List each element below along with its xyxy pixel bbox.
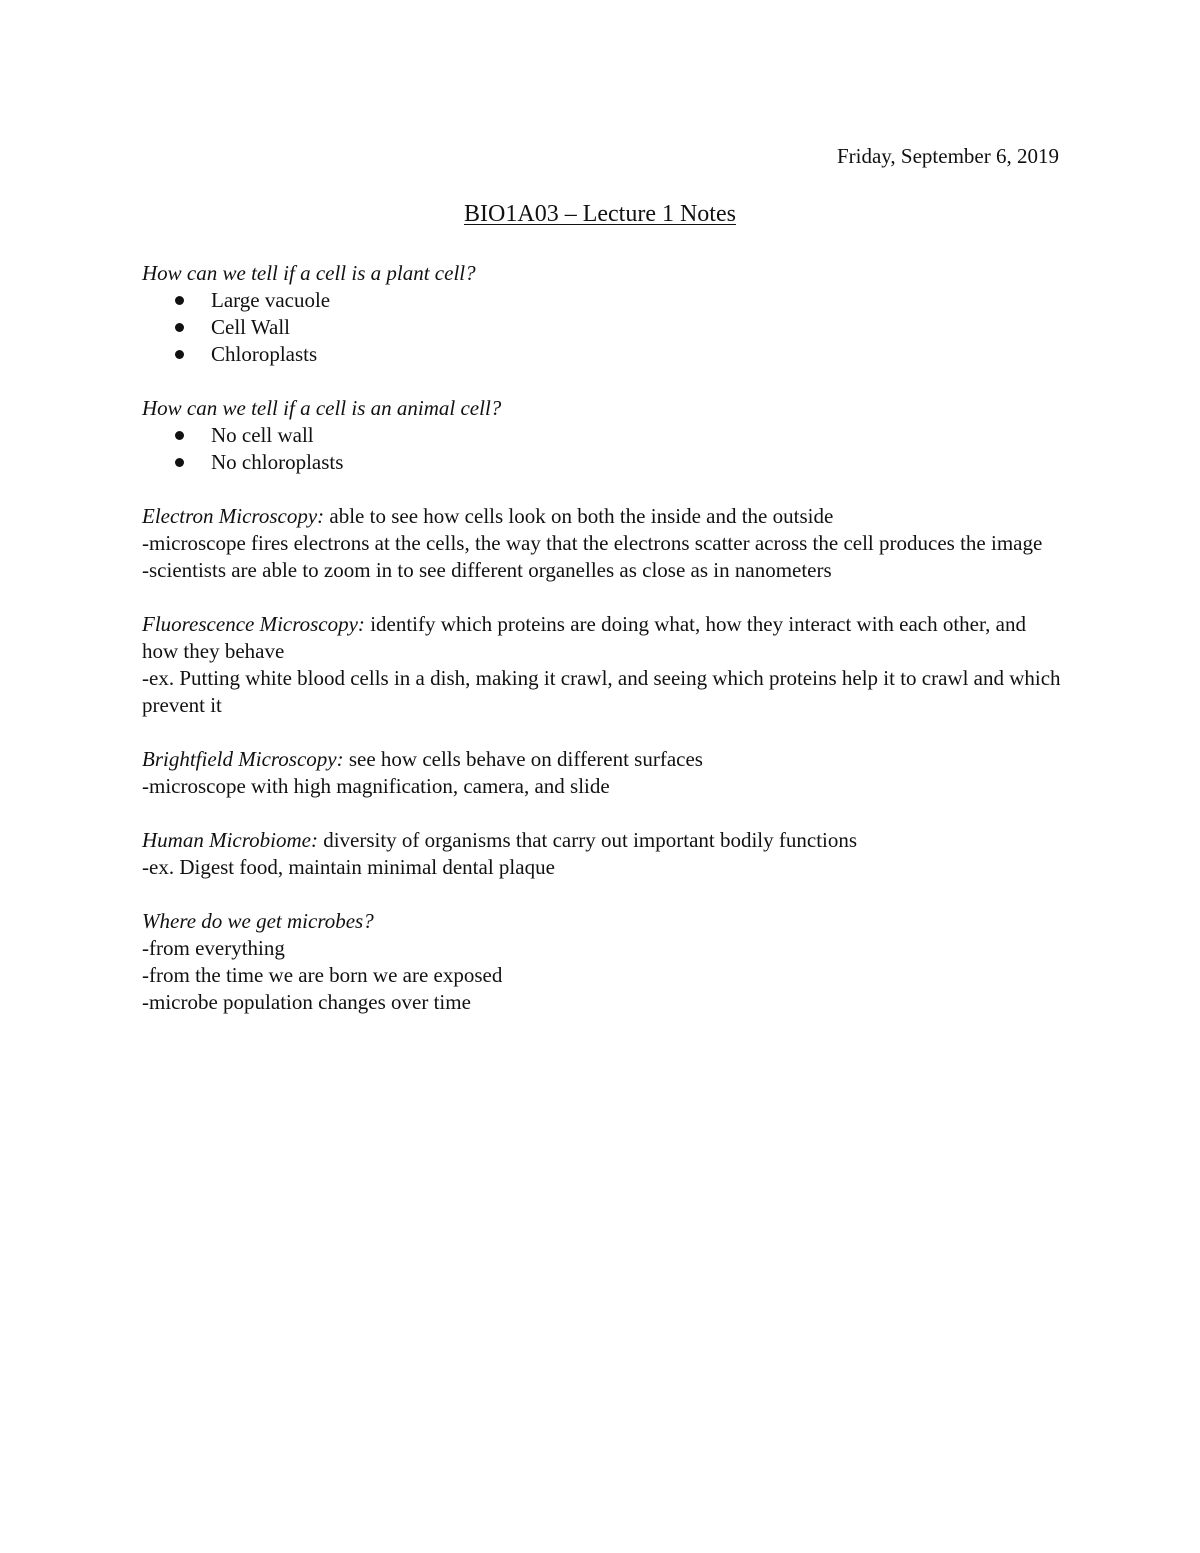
microbiome-note: -ex. Digest food, maintain minimal dental plaque <box>142 855 555 879</box>
fluorescence-paragraph <box>142 611 1062 665</box>
bullet-icon <box>175 458 184 467</box>
brightfield-term: Brightfield Microscopy: <box>142 747 344 771</box>
list-item <box>142 314 1062 341</box>
fluorescence-note: -ex. Putting white blood cells in a dish, making it crawl, and seeing which proteins help it to crawl and which prevent it <box>142 666 1061 717</box>
microbiome-paragraph <box>142 827 1062 854</box>
list-item <box>142 341 1062 368</box>
bullet-icon <box>175 431 184 440</box>
page-title: BIO1A03 – Lecture 1 Notes <box>464 201 736 227</box>
electron-term: Electron Microscopy: <box>142 504 325 528</box>
spacer <box>142 476 1062 503</box>
microbiome-term: Human Microbiome: <box>142 828 318 852</box>
microbiome-definition: diversity of organisms that carry out important bodily functions <box>317 828 858 852</box>
electron-paragraph <box>142 503 1062 530</box>
list-item-text: No cell wall <box>211 423 314 447</box>
electron-note: -scientists are able to zoom in to see different organelles as close as in nanometers <box>142 558 832 582</box>
bullet-icon <box>175 296 184 305</box>
brightfield-definition: see how cells behave on different surfaces <box>343 747 703 771</box>
spacer <box>142 368 1062 395</box>
plant-list <box>142 287 1062 368</box>
animal-list <box>142 422 1062 476</box>
list-item <box>142 287 1062 314</box>
list-item-text: Cell Wall <box>211 315 290 339</box>
spacer <box>142 584 1062 611</box>
notes-body <box>142 260 1062 1016</box>
date-line: Friday, September 6, 2019 <box>836 144 1059 168</box>
list-item <box>142 449 1062 476</box>
plant-question: How can we tell if a cell is a plant cell? <box>142 261 476 285</box>
list-item-text: Large vacuole <box>211 288 331 312</box>
fluorescence-term: Fluorescence Microscopy: <box>142 612 365 636</box>
microbes-note: -microbe population changes over time <box>142 990 471 1014</box>
electron-definition: able to see how cells look on both the inside and the outside <box>324 504 834 528</box>
spacer <box>142 881 1062 908</box>
animal-question: How can we tell if a cell is an animal cell? <box>142 396 502 420</box>
spacer <box>142 719 1062 746</box>
microbes-note: -from everything <box>142 936 285 960</box>
microbes-note: -from the time we are born we are exposed <box>142 963 503 987</box>
brightfield-paragraph <box>142 746 1062 773</box>
list-item <box>142 422 1062 449</box>
list-item-text: Chloroplasts <box>211 342 318 366</box>
spacer <box>142 800 1062 827</box>
electron-note: -microscope fires electrons at the cells, the way that the electrons scatter across the cell produces the image <box>142 531 1043 555</box>
bullet-icon <box>175 350 184 359</box>
bullet-icon <box>175 323 184 332</box>
fluorescence-definition: identify which proteins are doing what, how they interact with each other, and how they behave <box>142 612 1026 663</box>
microbes-question: Where do we get microbes? <box>142 909 374 933</box>
list-item-text: No chloroplasts <box>211 450 344 474</box>
brightfield-note: -microscope with high magnification, camera, and slide <box>142 774 610 798</box>
